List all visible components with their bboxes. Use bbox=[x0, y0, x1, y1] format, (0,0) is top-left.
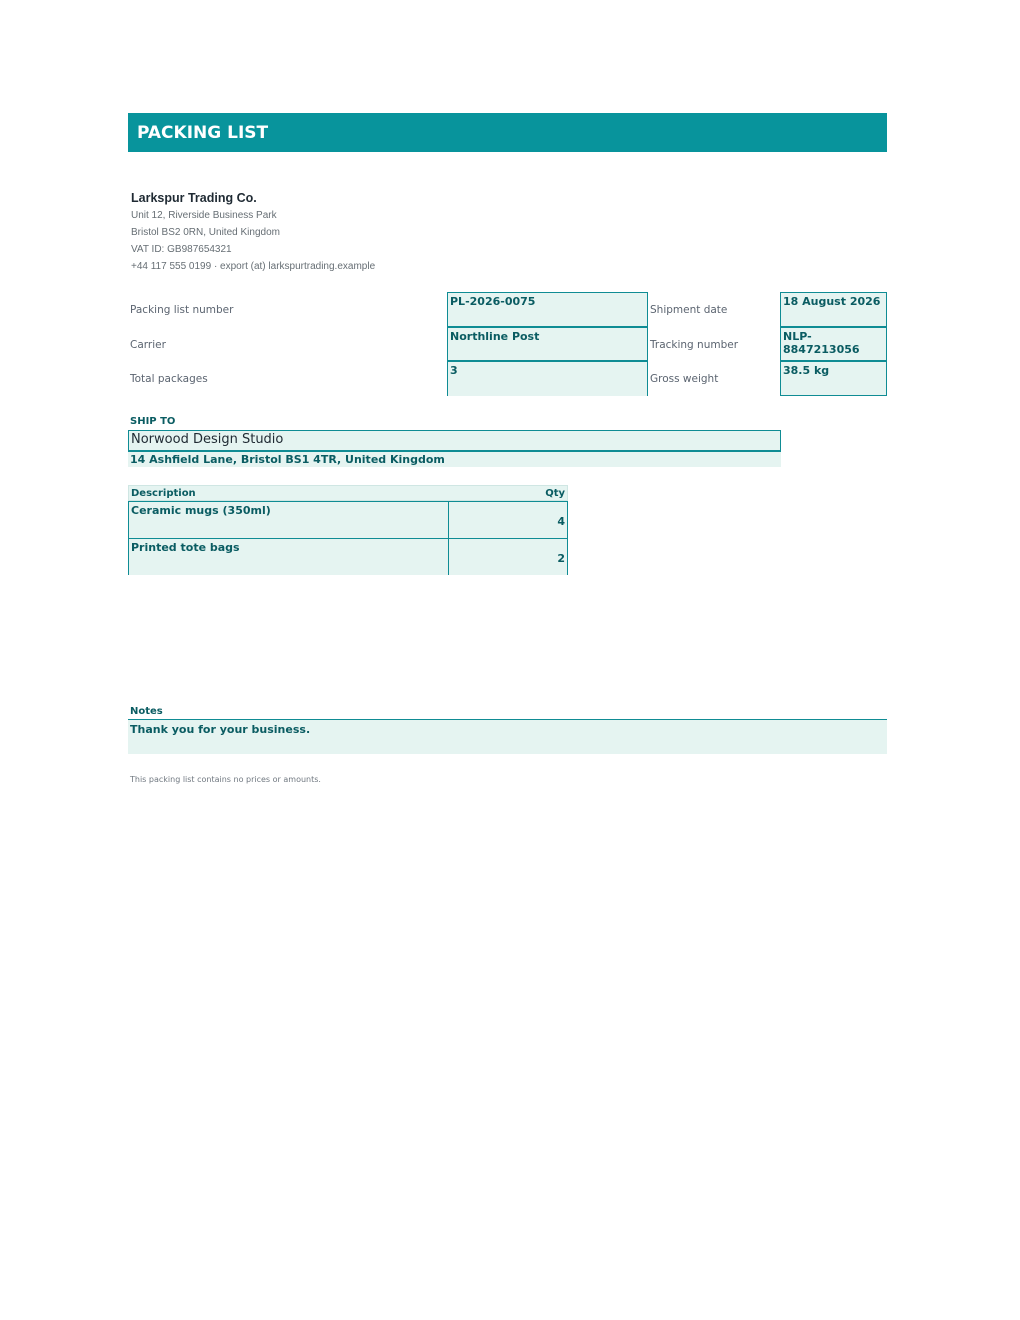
gross-weight-label: Gross weight bbox=[650, 373, 719, 385]
table-row bbox=[128, 538, 568, 575]
footer-note: This packing list contains no prices or amounts. bbox=[130, 775, 321, 784]
carrier-label: Carrier bbox=[130, 339, 166, 351]
document-header bbox=[128, 113, 887, 152]
company-address-line1: Unit 12, Riverside Business Park bbox=[131, 210, 277, 221]
ship-to-name: Norwood Design Studio bbox=[128, 430, 781, 451]
gross-weight-value: 38.5 kg bbox=[780, 361, 887, 396]
total-packages-value: 3 bbox=[447, 361, 648, 396]
column-header-qty: Qty bbox=[545, 488, 565, 499]
company-contact: +44 117 555 0199 · export (at) larkspurtrading.example bbox=[131, 261, 376, 272]
tracking-number-value: NLP-8847213056 bbox=[780, 327, 887, 361]
packing-list-number-label: Packing list number bbox=[130, 304, 234, 316]
item-description: Printed tote bags bbox=[131, 541, 240, 554]
company-name: Larkspur Trading Co. bbox=[131, 191, 257, 205]
column-divider bbox=[448, 501, 449, 538]
company-vat: VAT ID: GB987654321 bbox=[131, 244, 232, 255]
notes-text: Thank you for your business. bbox=[128, 719, 887, 754]
company-address-line2: Bristol BS2 0RN, United Kingdom bbox=[131, 227, 280, 238]
ship-to-label: SHIP TO bbox=[130, 416, 176, 427]
column-header-description: Description bbox=[131, 488, 196, 499]
shipment-date-value: 18 August 2026 bbox=[780, 292, 887, 327]
column-divider bbox=[448, 538, 449, 575]
table-row bbox=[128, 501, 568, 538]
packing-list-number-value: PL-2026-0075 bbox=[447, 292, 648, 327]
item-qty: 4 bbox=[557, 515, 565, 528]
items-table-header bbox=[128, 485, 568, 501]
total-packages-label: Total packages bbox=[130, 373, 208, 385]
item-description: Ceramic mugs (350ml) bbox=[131, 504, 271, 517]
notes-label: Notes bbox=[130, 706, 163, 717]
ship-to-address: 14 Ashfield Lane, Bristol BS1 4TR, United Kingdom bbox=[128, 451, 781, 467]
item-qty: 2 bbox=[557, 552, 565, 565]
document-title: PACKING LIST bbox=[137, 123, 269, 143]
tracking-number-label: Tracking number bbox=[650, 339, 739, 351]
carrier-value: Northline Post bbox=[447, 327, 648, 361]
shipment-date-label: Shipment date bbox=[650, 304, 728, 316]
